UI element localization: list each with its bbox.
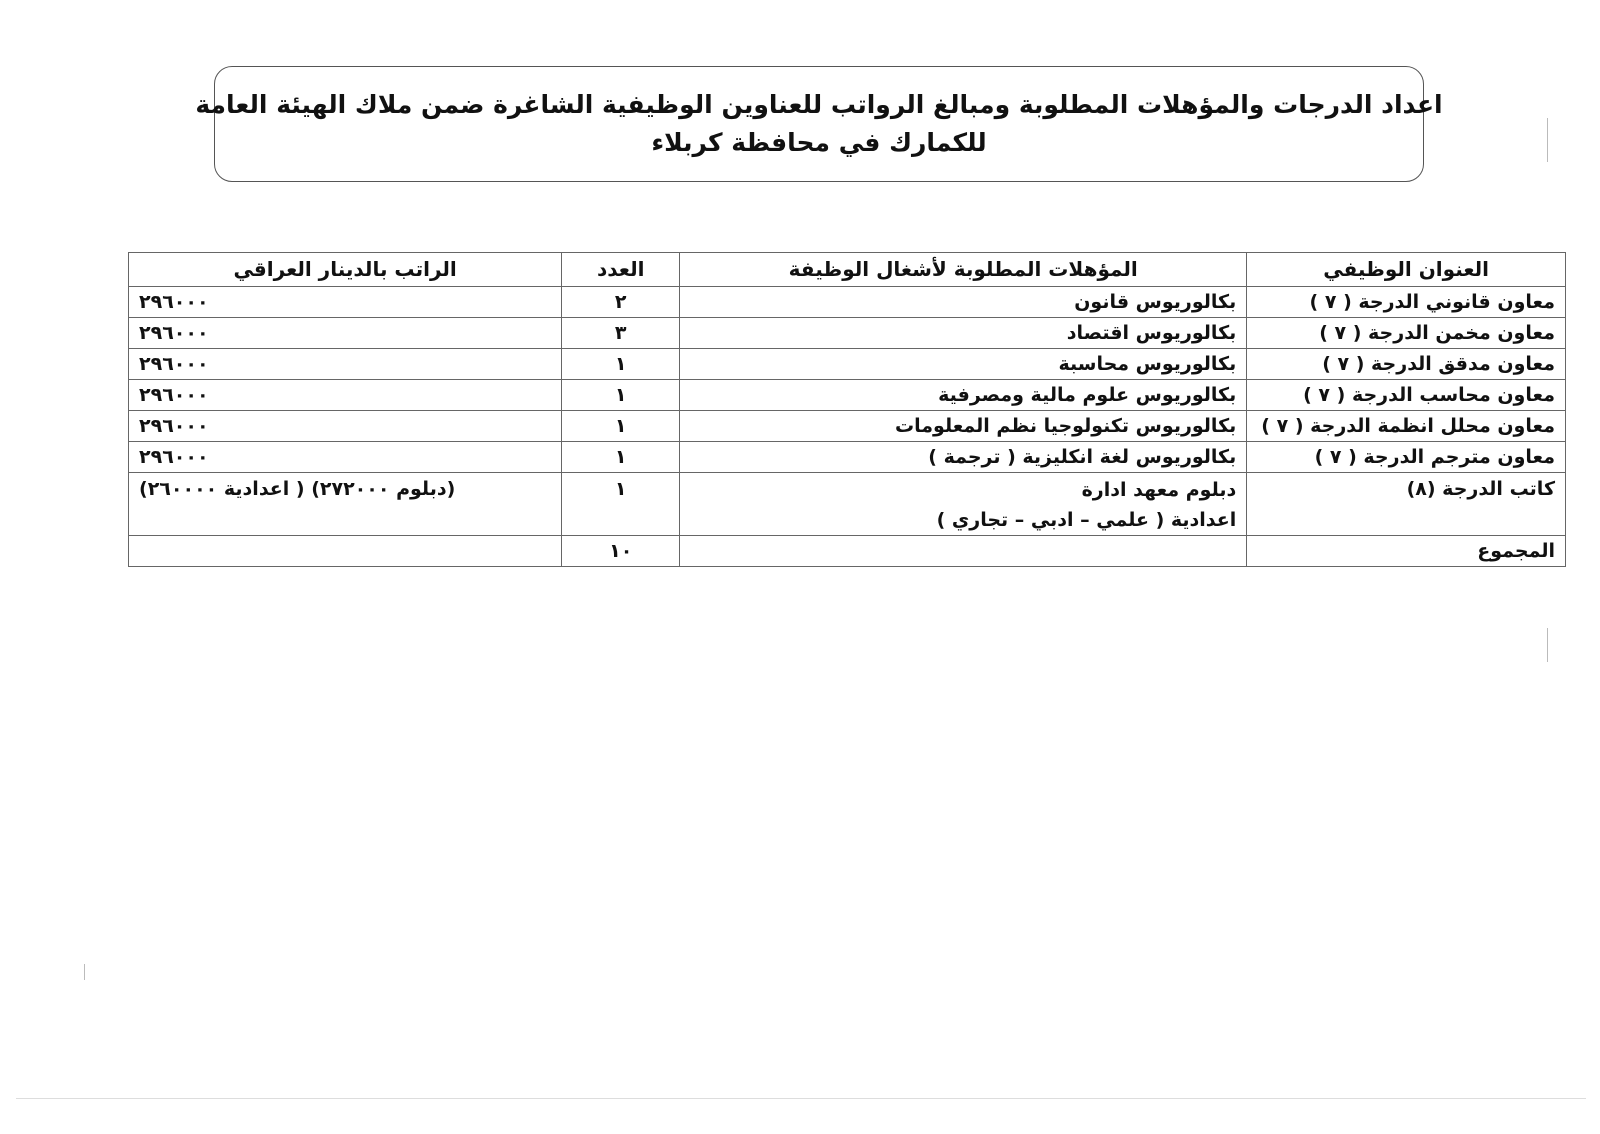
- scan-mark: [1547, 118, 1548, 162]
- cell-count: ١: [562, 380, 680, 411]
- cell-qualification: بكالوريوس علوم مالية ومصرفية: [680, 380, 1247, 411]
- cell-job-title: معاون محاسب الدرجة ( ٧ ): [1247, 380, 1566, 411]
- table-row: [129, 442, 1566, 473]
- cell-count: ١: [562, 473, 680, 536]
- header-job-title: العنوان الوظيفي: [1247, 253, 1566, 287]
- cell-salary: ٢٩٦٠٠٠: [129, 411, 562, 442]
- header-count: العدد: [562, 253, 680, 287]
- scan-mark: [84, 964, 85, 980]
- cell-count: ٣: [562, 318, 680, 349]
- cell-qualification: بكالوريوس محاسبة: [680, 349, 1247, 380]
- document-title-line-2: للكمارك في محافظة كربلاء: [651, 128, 987, 157]
- qualification-line-preparatory: اعدادية ( علمي – ادبي – تجاري ): [936, 509, 1237, 531]
- table-row-total: [129, 536, 1566, 567]
- table-header-row: [129, 253, 1566, 287]
- cell-job-title: معاون محلل انظمة الدرجة ( ٧ ): [1247, 411, 1566, 442]
- qualification-line-diploma: دبلوم معهد ادارة: [1081, 479, 1237, 501]
- scan-mark: [1547, 628, 1548, 662]
- table-row: [129, 380, 1566, 411]
- cell-empty: [680, 536, 1247, 567]
- cell-empty: [129, 536, 562, 567]
- cell-total-count: ١٠: [562, 536, 680, 567]
- cell-job-title: معاون مخمن الدرجة ( ٧ ): [1247, 318, 1566, 349]
- cell-qualification: بكالوريوس قانون: [680, 287, 1247, 318]
- cell-job-title: معاون مترجم الدرجة ( ٧ ): [1247, 442, 1566, 473]
- cell-qualification: بكالوريوس اقتصاد: [680, 318, 1247, 349]
- table-row-clerk: [129, 473, 1566, 536]
- cell-job-title: كاتب الدرجة (٨): [1247, 473, 1566, 536]
- cell-total-label: المجموع: [1247, 536, 1566, 567]
- cell-qualification: بكالوريوس تكنولوجيا نظم المعلومات: [680, 411, 1247, 442]
- table-row: [129, 411, 1566, 442]
- scan-edge-line: [16, 1098, 1586, 1099]
- table-row: [129, 349, 1566, 380]
- cell-salary: ٢٩٦٠٠٠: [129, 287, 562, 318]
- cell-salary: (دبلوم ٢٧٢٠٠٠) ( اعدادية ٢٦٠٠٠٠): [129, 473, 562, 536]
- cell-salary: ٢٩٦٠٠٠: [129, 380, 562, 411]
- header-salary: الراتب بالدينار العراقي: [129, 253, 562, 287]
- cell-count: ١: [562, 411, 680, 442]
- header-qualifications: المؤهلات المطلوبة لأشغال الوظيفة: [680, 253, 1247, 287]
- cell-qualification: [680, 473, 1247, 536]
- table-row: [129, 287, 1566, 318]
- cell-job-title: معاون قانوني الدرجة ( ٧ ): [1247, 287, 1566, 318]
- cell-salary: ٢٩٦٠٠٠: [129, 442, 562, 473]
- cell-salary: ٢٩٦٠٠٠: [129, 349, 562, 380]
- vacancies-table: [128, 252, 1566, 567]
- document-title-line-1: اعداد الدرجات والمؤهلات المطلوبة ومبالغ الرواتب للعناوين الوظيفية الشاغرة ضمن ملاك الهيئة العامة: [195, 90, 1443, 119]
- cell-qualification: بكالوريوس لغة انكليزية ( ترجمة ): [680, 442, 1247, 473]
- cell-count: ١: [562, 349, 680, 380]
- table-row: [129, 318, 1566, 349]
- cell-salary: ٢٩٦٠٠٠: [129, 318, 562, 349]
- document-title-box: [195, 66, 1443, 182]
- cell-job-title: معاون مدقق الدرجة ( ٧ ): [1247, 349, 1566, 380]
- cell-count: ٢: [562, 287, 680, 318]
- cell-count: ١: [562, 442, 680, 473]
